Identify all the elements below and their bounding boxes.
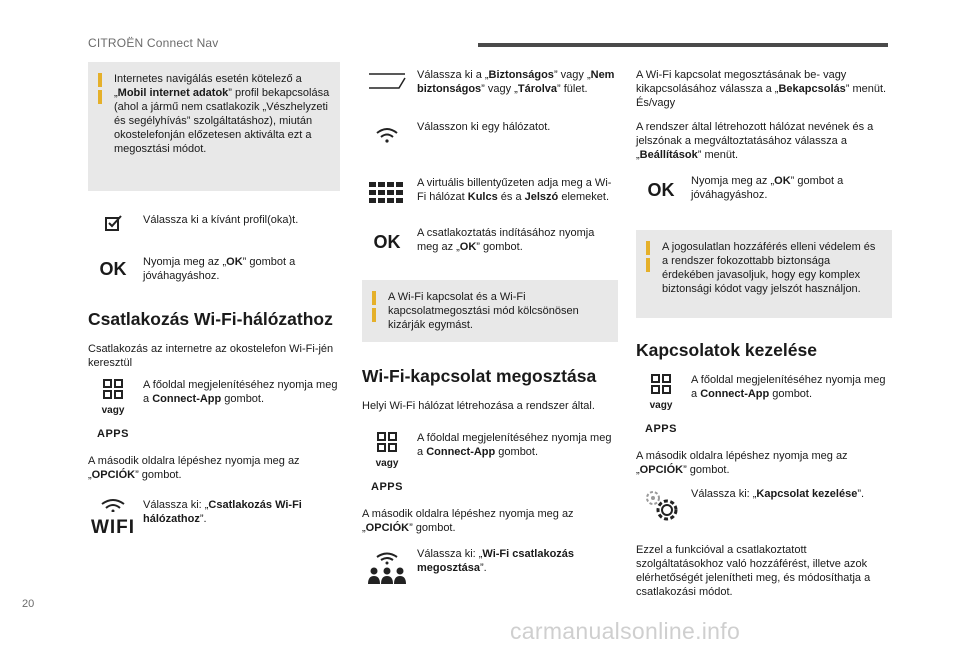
intro-text: Helyi Wi-Fi hálózat létrehozása a rendszer által. (362, 400, 595, 412)
second-page-text: A második oldalra lépéshez nyomja meg az „OPCIÓK” gombot. (636, 450, 848, 476)
header-bar (478, 43, 888, 47)
home-grid-icon (650, 373, 672, 395)
wifi-icon (100, 498, 126, 512)
apps-button-icon: APPS (97, 428, 129, 440)
ok-button-icon: OK (99, 259, 127, 279)
wifi-button-icon: WIFI (90, 517, 136, 538)
second-page-text: A második oldalra lépéshez nyomja meg az „OPCIÓK” gombot. (88, 455, 300, 481)
share-users-icon (367, 551, 407, 585)
column-2 (362, 68, 618, 587)
step-network: Válasszon ki egy hálózatot. (362, 120, 618, 176)
column-3 (636, 68, 892, 599)
apps-button-icon: APPS (645, 423, 677, 435)
intro-text: Csatlakozás az internetre az okostelefon Wi-Fi-jén keresztül (88, 343, 334, 369)
step-connect-app: vagy APPS A főoldal megjelenítéséhez nyomja meg a Connect-App gombot. (362, 431, 618, 497)
section-heading-wifi-connect: Csatlakozás Wi-Fi-hálózathoz (88, 309, 333, 329)
step-ok: OK Nyomja meg az „OK” gombot a jóváhagyáshoz. (88, 255, 340, 295)
gears-icon (641, 487, 681, 523)
ok-button-icon: OK (373, 232, 401, 252)
second-page-text: A második oldalra lépéshez nyomja meg az „OPCIÓK” gombot. (362, 508, 574, 534)
step-profile: Válassza ki a kívánt profil(oka)t. (88, 213, 340, 253)
home-grid-icon (102, 378, 124, 400)
or-label: vagy (649, 400, 673, 411)
checkbox-icon (88, 213, 138, 238)
paragraph-settings: A rendszer által létrehozott hálózat nevének és a jelszónak a megváltoztatásához válassza a „Beállítások” menüt. (636, 121, 874, 161)
watermark: carmanualsonline.info (510, 618, 741, 644)
step-select-share: Válassza ki: „Wi-Fi csatlakozás megosztása”. (362, 547, 618, 587)
ok-button-icon: OK (647, 180, 675, 200)
warning-icon (98, 73, 102, 87)
paragraph-end: Ezzel a funkcióval a csatlakoztatott szolgáltatásokhoz való hozzáférést, illetve azok elérhetőségét jelenítheti meg, és módosíthatja a csatlakozási módot. (636, 544, 871, 598)
step-security-tabs: Válassza ki a „Biztonságos” vagy „Nem biztonságos” vagy „Tárolva” fület. (362, 68, 618, 120)
and-or-text: És/vagy (636, 97, 676, 109)
info-note: A jogosulatlan hozzáférés elleni védelem és a rendszer fokozottabb biztonsága érdekében javasoljuk, hogy egy komplex biztonsági kódot vagy jelszót használjon. (636, 230, 892, 318)
info-note: Internetes navigálás esetén kötelező a „Mobil internet adatok” profil bekapcsolása (ahol a jármű nem csatlakozik „Vészhelyzeti és segélyhívás” szolgáltatáshoz), miután okostelefonján előzetesen aktiválta ezt a megosztási módot. (88, 62, 340, 191)
step-keyboard: A virtuális billentyűzeten adja meg a Wi-Fi hálózat Kulcs és a Jelszó elemeket. (362, 176, 618, 226)
page-number: 20 (22, 598, 35, 610)
home-grid-icon (376, 431, 398, 453)
apps-button-icon: APPS (371, 481, 403, 493)
step-ok: OK Nyomja meg az „OK” gombot a jóváhagyáshoz. (636, 174, 892, 222)
step-select-wifi: WIFI Válassza ki: „Csatlakozás Wi-Fi hálózathoz”. (88, 498, 340, 538)
or-label: vagy (375, 458, 399, 469)
or-label: vagy (101, 405, 125, 416)
section-heading-connections: Kapcsolatok kezelése (636, 340, 817, 360)
wifi-icon (375, 126, 399, 144)
section-heading-wifi-share: Wi-Fi-kapcsolat megosztása (362, 366, 597, 386)
paragraph-enable: A Wi-Fi kapcsolat megosztásának be- vagy kikapcsolásához válassza a „Bekapcsolás” menüt. (636, 69, 887, 95)
tab-icon (365, 68, 409, 92)
info-note: A Wi-Fi kapcsolat és a Wi-Fi kapcsolatmegosztási mód kölcsönösen kizárják egymást. (362, 280, 618, 342)
keyboard-icon (367, 180, 407, 206)
column-1 (88, 62, 340, 538)
warning-icon (646, 241, 650, 255)
header-title: CITROËN Connect Nav (88, 36, 219, 50)
step-connect-app: vagy APPS A főoldal megjelenítéséhez nyomja meg a Connect-App gombot. (636, 373, 892, 439)
warning-icon (372, 291, 376, 305)
step-connect-app: vagy APPS A főoldal megjelenítéséhez nyomja meg a Connect-App gombot. (88, 378, 340, 444)
step-select-manage: Válassza ki: „Kapcsolat kezelése”. (636, 487, 892, 533)
step-ok: OK A csatlakoztatás indításához nyomja meg az „OK” gombot. (362, 226, 618, 276)
